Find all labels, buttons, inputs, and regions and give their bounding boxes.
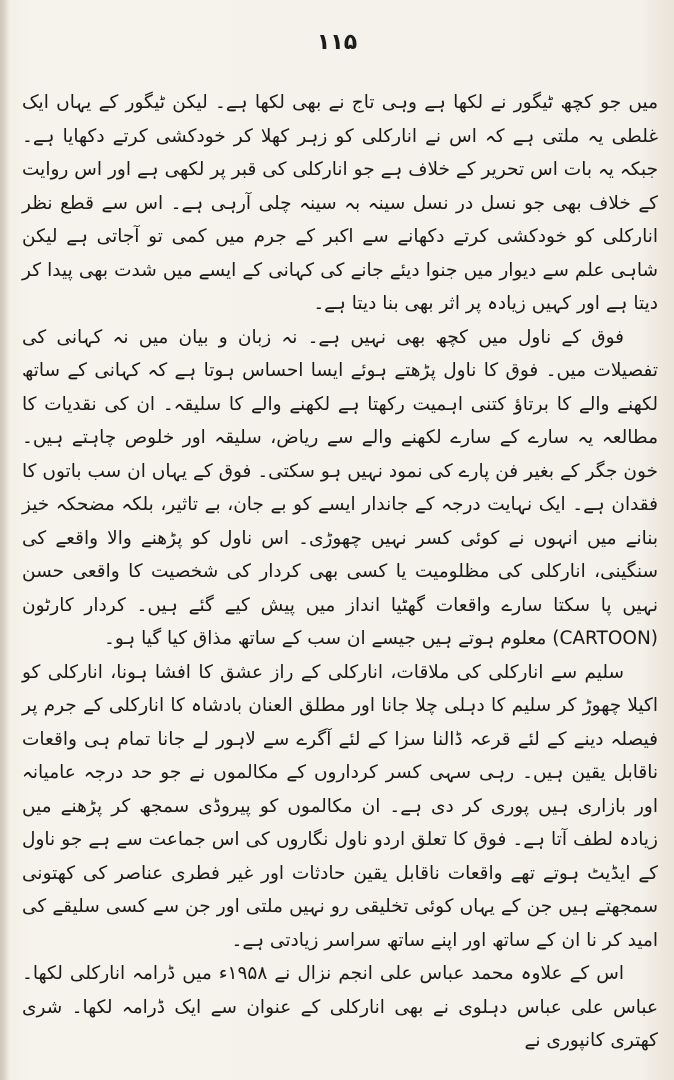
paragraph-1: میں جو کچھ ٹیگور نے لکھا ہے وہی تاج نے بھی لکھا ہے۔ لیکن ٹیگور کے یہاں ایک غلطی یہ ملتی ہے کہ اس نے انارکلی کو زہر کھلا کر خودکشی کرتے دکھایا ہے۔ جبکہ یہ بات اس تحریر کے خلاف ہے جو انارکلی کی قبر پر لکھی ہے اور اس روایت کے خلاف بھی جو نسل در نسل سینہ بہ سینہ چلی آرہی ہے۔ اس سے قطع نظر انارکلی کو خودکشی کرتے دکھانے سے اکبر کے جرم میں کمی تو آجاتی ہے لیکن شاہی علم سے دیوار میں جنوا دیئے جانے کی کہانی کے ایسے میں شدت بھی پیدا کر دیتا ہے اور کہیں زیادہ پر اثر بھی بنا دیتا ہے۔ [22,92,658,314]
page-number: ۱۱۵ [316,30,358,55]
paragraph-2: فوق کے ناول میں کچھ بھی نہیں ہے۔ نہ زبان و بیان میں نہ کہانی کی تفصیلات میں۔ فوق کا ناول پڑھتے ہوئے ایسا احساس ہوتا ہے کہ کہانی کے ساتھ لکھنے والے کا برتاؤ کتنی اہمیت رکھتا ہے لکھنے والے کا سلیقہ۔ ان کی نقدیات کا مطالعہ یہ سارے کے سارے لکھنے والے سے ریاض، سلیقہ اور خلوص چاہتے ہیں۔ خون جگر کے بغیر فن پارے کی نمود نہیں ہو سکتی۔ فوق کے یہاں ان سب باتوں کا فقدان ہے۔ ایک نہایت درجہ کے جاندار ایسے کو بے جان، بے تاثیر، بلکہ مضحکہ خیز بنانے میں انہوں نے کوئی کسر نہیں چھوڑی۔ اس ناول کو پڑھنے والا واقعے کی سنگینی، انارکلی کی مظلومیت یا کسی بھی کردار کی شخصیت کا واقعی حسن نہیں پا سکتا سارے واقعات گھٹیا انداز میں پیش کیے گئے ہیں۔ کردار کارٹون (CARTOON) معلوم ہوتے ہیں جیسے ان سب کے ساتھ مذاق کیا گیا ہو۔ [22,326,658,649]
paragraph-4: اس کے علاوہ محمد عباس علی انجم نزال نے ۱۹۵۸ء میں ڈرامہ انارکلی لکھا۔ عباس علی عباس دہلوی نے بھی انارکلی کے عنوان سے ایک ڈرامہ لکھا۔ شری کھتری کانپوری نے [22,963,658,1051]
paragraph-3: سلیم سے انارکلی کی ملاقات، انارکلی کے راز عشق کا افشا ہونا، انارکلی کو اکیلا چھوڑ کر سلیم کا دہلی چلا جانا اور مطلق العنان بادشاہ کا انارکلی کے جرم پر فیصلہ دینے کے لئے قرعہ ڈالنا سزا کے لئے آگرے سے لاہور لے جانا تمام ہی واقعات ناقابل یقین ہیں۔ رہی سہی کسر کرداروں کے مکالموں نے جو حد درجہ عامیانہ اور بازاری ہیں پوری کر دی ہے۔ ان مکالموں کو پیروڈی سمجھ کر پڑھنے میں زیادہ لطف آتا ہے۔ فوق کا تعلق اردو ناول نگاروں کی اس جماعت سے ہے جو ناول کے ایڈیٹ ہوتے تھے واقعات ناقابل یقین حادثات اور غیر فطری عناصر کی کھتونی سمجھتے ہیں جن کے یہاں کوئی تخلیقی رو نہیں ملتی اور جن سے کسی سلیقے کی امید کر نا ان کے ساتھ اور اپنے ساتھ سراسر زیادتی ہے۔ [22,661,658,951]
binding-shadow [0,0,10,1080]
body-text [22,86,658,1058]
